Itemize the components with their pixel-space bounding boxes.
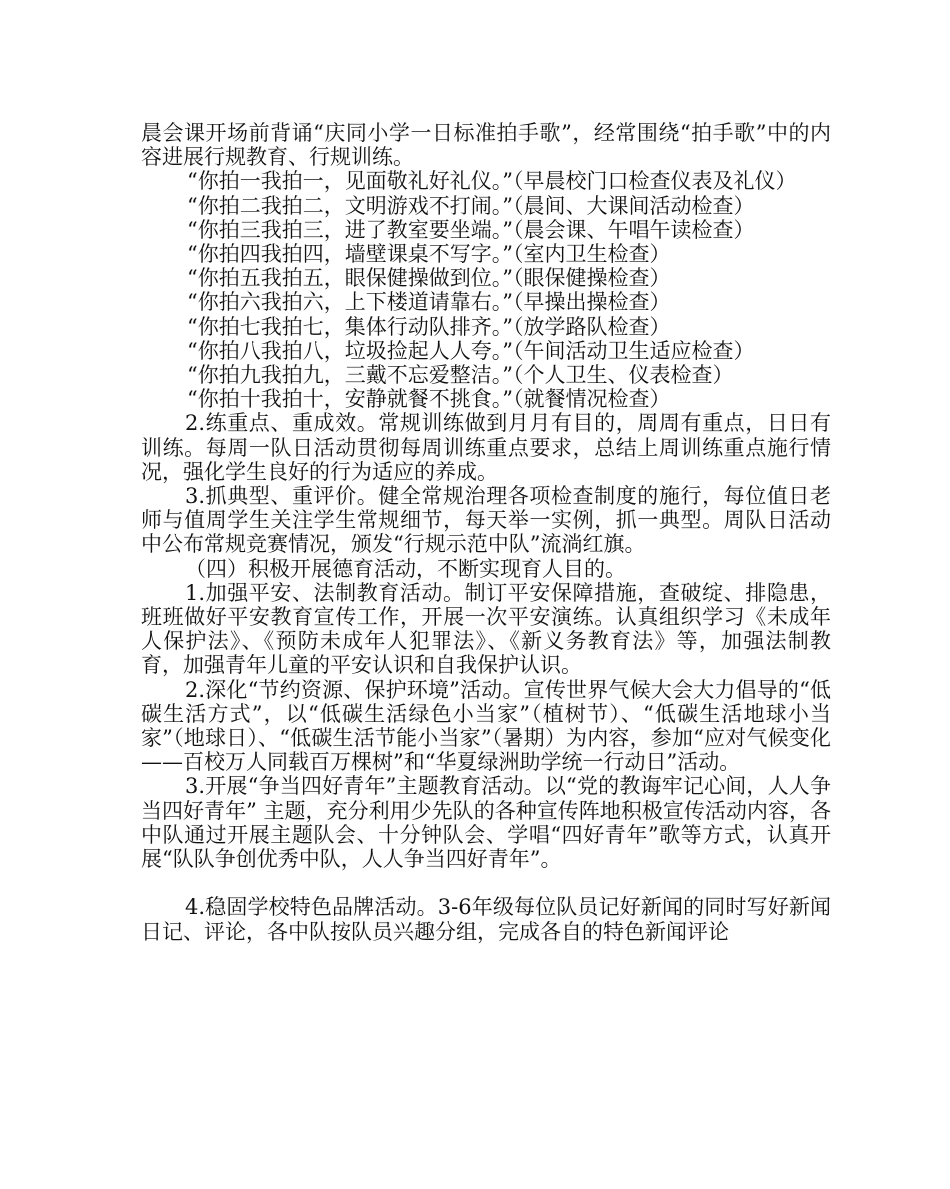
clap-song-line-7: “你拍七我拍七，集体行动队排齐。”（放学路队检查） — [187, 314, 671, 339]
paragraph-item-3: 3.抓典型、重评价。健全常规治理各项检查制度的施行，每位值日老师与值周学生关注学生常规细节，每天举一实例，抓一典型。周队日活动中公布常规竞赛情况，颁发“行规示范中队”流淌红旗。 — [141, 484, 831, 557]
clap-song-line-9: “你拍九我拍九，三戴不忘爱整洁。”（个人卫生、仪表检查） — [187, 363, 734, 388]
paragraph-environment: 2.深化“节约资源、保护环境”活动。宣传世界气候大会大力倡导的“低碳生活方式”，以“低碳生活绿色小当家”（植树节）、“低碳生活地球小当家”（地球日）、“低碳生活节能小当家”（暑期）为内容，参加“应对气候变化——百校万人同载百万棵树”和“华夏绿洲助学统一行动日”活动。 — [141, 677, 831, 775]
document-body — [141, 121, 831, 944]
paragraph-brand-activity: 4.稳固学校特色品牌活动。3-6年级每位队员记好新闻的同时写好新闻日记、评论，各中队按队员兴趣分组，完成各自的特色新闻评论 — [141, 895, 831, 944]
clap-song-line-5: “你拍五我拍五，眼保健操做到位。”（眼保健操检查） — [187, 266, 671, 291]
paragraph-safety: 1.加强平安、法制教育活动。制订平安保障措施，查破绽、排隐患，班班做好平安教育宣传工作，开展一次平安演练。认真组织学习《未成年人保护法》、《预防未成年人犯罪法》、《新义务教育法》等，加强法制教育，加强青年儿童的平安认识和自我保护认识。 — [141, 580, 831, 678]
clap-song-line-6: “你拍六我拍六，上下楼道请靠右。”（早操出操检查） — [187, 290, 671, 315]
section-heading-4: （四）积极开展德育活动，不断实现育人目的。 — [185, 556, 626, 581]
paragraph-intro: 晨会课开场前背诵“庆同小学一日标准拍手歌”，经常围绕“拍手歌”中的内容进展行规教育、行规训练。 — [141, 121, 831, 170]
clap-song-line-2: “你拍二我拍二，文明游戏不打闹。”（晨间、大课间活动检查） — [187, 193, 755, 218]
clap-song-line-8: “你拍八我拍八，垃圾捡起人人夸。”（午间活动卫生适应检查） — [187, 338, 755, 363]
clap-song-line-4: “你拍四我拍四，墙壁课桌不写字。”（室内卫生检查） — [187, 242, 671, 267]
clap-song-line-10: “你拍十我拍十，安静就餐不挑食。”（就餐情况检查） — [187, 387, 671, 412]
paragraph-four-good-youth: 3.开展“争当四好青年”主题教育活动。以“党的教诲牢记心间，人人争当四好青年” 主题，充分利用少先队的各种宣传阵地积极宣传活动内容，各中队通过开展主题队会、十分钟队会、学唱“四好青年”歌等方式，认真开展“队队争创优秀中队，人人争当四好青年”。 — [141, 774, 831, 872]
paragraph-gap — [141, 871, 831, 895]
clap-song-line-3: “你拍三我拍三，进了教室要坐端。”（晨会课、午唱午读检查） — [187, 217, 755, 242]
clap-song-line-1: “你拍一我拍一，见面敬礼好礼仪。”（早晨校门口检查仪表及礼仪） — [187, 169, 797, 194]
paragraph-item-2: 2.练重点、重成效。常规训练做到月月有目的，周周有重点，日日有训练。每周一队日活动贯彻每周训练重点要求，总结上周训练重点施行情况，强化学生良好的行为适应的养成。 — [141, 411, 831, 484]
